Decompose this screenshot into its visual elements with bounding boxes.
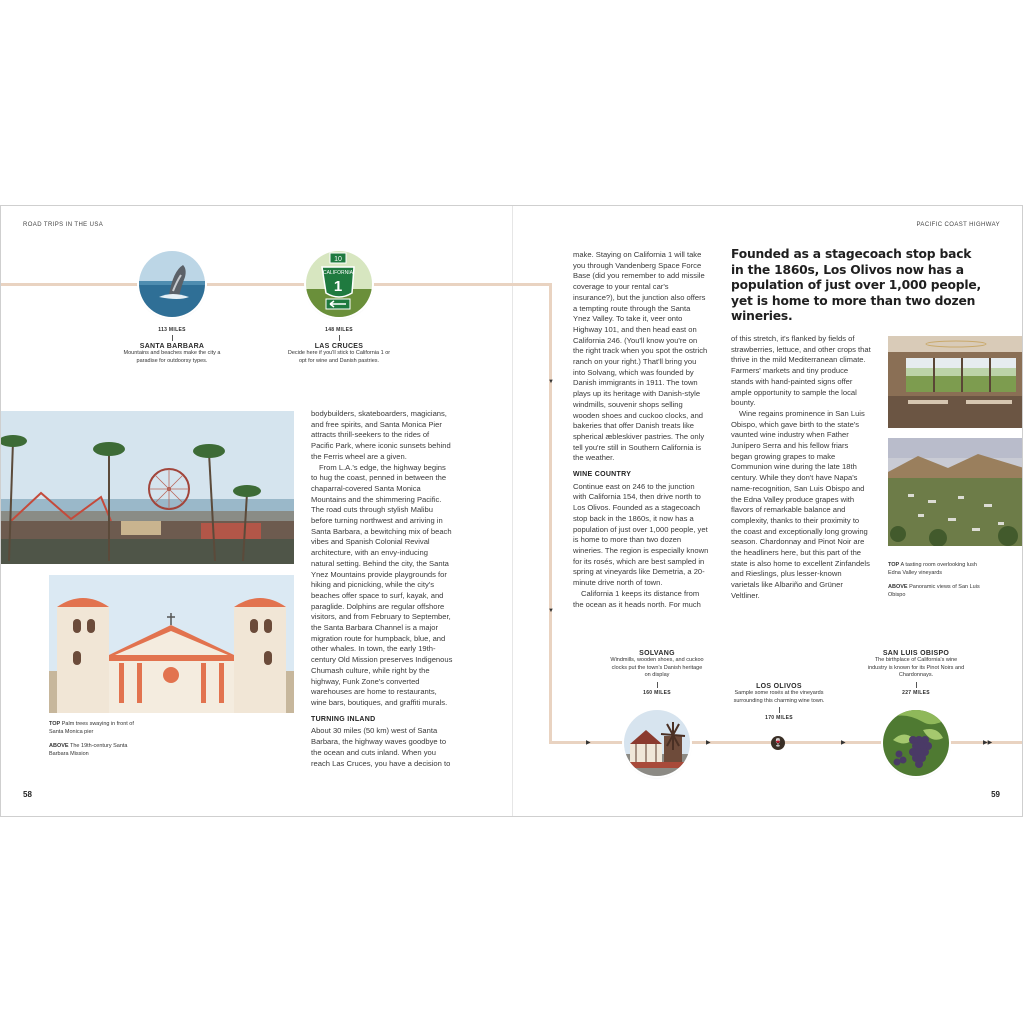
body-column-2 bbox=[573, 250, 709, 610]
paragraph: make. Staying on California 1 will take you through Vandenberg Space Force Base (did you remember to add missile coverage to your rental car's insurance?), but the junction also offers a tempting route through the Santa Ynez Valley. To take it, veer onto Highway 101, and then head east on California 246. (You'll know you're on the right track when you spot the ostrich ranch on your right.) That'll bring you into Solvang, which was founded by Danish immigrants in 1911. The town plays up its heritage with Danish-style windmills, souvenir shops selling wooden shoes and cuckoo clocks, and bakeries that offer Danish treats like spherical æbleskiver pastries. The only tell you're still in Southern California is the weather. bbox=[573, 250, 708, 463]
svg-text:CALIFORNIA: CALIFORNIA bbox=[322, 270, 354, 276]
mission-photo bbox=[49, 575, 294, 713]
caption-label: ABOVE bbox=[888, 584, 908, 590]
tick-mark bbox=[916, 682, 917, 688]
photo-santa-barbara-mission bbox=[49, 575, 294, 713]
subhead-wine-country: WINE COUNTRY bbox=[573, 471, 632, 479]
paragraph: Wine regains prominence in San Luis Obispo, which gave birth to the state's vaunted wine industry when Father Junípero Serra and his fellow friars began growing grapes to make Communion wine during the late 18th century. While they don't have Napa's name-recognition, San Luis Obispo and the Edna Valley produce grapes with flavors of remarkable balance and complexity, thanks to their proximity to the coast and exceptionally long growing season. Chardonnay and Pinot Noir are the headliners here, but this part of the state is also home to excellent Zinfandels and Rieslings, plus lesser-known varietals like Albariño and Grüner Veltliner. bbox=[731, 408, 870, 600]
photo-san-luis-obispo-panorama bbox=[888, 438, 1023, 546]
stop-name: SANTA BARBARA bbox=[139, 343, 205, 350]
running-head-left: ROAD TRIPS IN THE USA bbox=[23, 222, 104, 228]
caption-text: Panoramic views of San Luis Obispo bbox=[888, 584, 980, 598]
tasting-room-photo bbox=[888, 336, 1023, 428]
stop-photo-road-sign bbox=[306, 251, 372, 317]
wine-glass-icon: 🍷 bbox=[771, 736, 785, 750]
stop-description: Mountains and beaches make the city a paradise for outdoorsy types. bbox=[123, 350, 221, 364]
route-arrow-icon: ▶ bbox=[841, 740, 846, 746]
caption-label: TOP bbox=[888, 562, 900, 568]
route-arrow-icon: ▼ bbox=[548, 608, 554, 614]
paragraph: About 30 miles (50 km) west of Santa Barbara, the highway waves goodbye to the ocean and cuts inland. When you reach Las Cruces, you have a decision to bbox=[311, 726, 451, 768]
stop-name: SAN LUIS OBISPO bbox=[882, 650, 950, 657]
caption-right-top bbox=[888, 562, 988, 577]
page-number-left: 58 bbox=[23, 790, 32, 799]
paragraph: From L.A.'s edge, the highway begins to hug the coast, penned in between the chaparral-covered Santa Monica Mountains and the shimmering Pacific. The road cuts through stylish Malibu before turning northwest and arriving in Santa Barbara, a bewitching mix of beach vibes and Spanish Colonial Revival architecture, with an envy-inducing natural setting. Behind the city, the Santa Ynez Mountains provide playgrounds for hiking and picnicking, while the city's beaches offer space to surf, kayak, and paraglide. Dolphins are regular offshore visitors, and from February to September, the Santa Barbara Channel is a major migration route for humpback, blue, and other whales. In town, the early 19th-century Old Mission preserves Indigenous Chumash culture, while right by the highway, Funk Zone's converted warehouses are home to restaurants, wine bars, boutiques, and graffiti murals. bbox=[311, 462, 453, 707]
stop-photo-grapes bbox=[883, 710, 949, 776]
stop-description: Decide here if you'll stick to California 1 or opt for wine and Danish pastries. bbox=[287, 350, 391, 364]
solvang-photo bbox=[624, 710, 690, 776]
stop-miles: 170 MILES bbox=[765, 715, 793, 721]
running-head-right: PACIFIC COAST HIGHWAY bbox=[916, 222, 1000, 228]
photo-tasting-room bbox=[888, 336, 1023, 428]
route-line-bottom bbox=[549, 741, 1023, 744]
caption-left-above bbox=[49, 743, 135, 758]
body-column-1 bbox=[311, 409, 453, 769]
tick-mark bbox=[339, 335, 340, 341]
photo-santa-monica-pier bbox=[1, 411, 294, 564]
stop-miles: 160 MILES bbox=[643, 689, 671, 696]
body-column-3 bbox=[731, 334, 871, 602]
stop-san-luis-obispo bbox=[867, 650, 965, 696]
svg-text:1: 1 bbox=[333, 278, 343, 295]
caption-label: ABOVE bbox=[49, 743, 69, 749]
panorama-photo bbox=[888, 438, 1023, 546]
stop-description: The birthplace of California's wine industry is known for its Pinot Noirs and Chardonnays. bbox=[867, 657, 965, 678]
stop-los-olivos bbox=[731, 683, 827, 721]
top-sign-number: 10 bbox=[334, 256, 342, 263]
tick-mark bbox=[779, 707, 780, 713]
caption-text: The 19th-century Santa Barbara Mission bbox=[49, 743, 128, 757]
highway-sign-photo bbox=[306, 251, 372, 317]
stop-name: SOLVANG bbox=[639, 650, 675, 657]
caption-left-top bbox=[49, 721, 135, 736]
paragraph: California 1 keeps its distance from the ocean as it heads north. For much bbox=[573, 588, 701, 609]
tick-mark bbox=[172, 335, 173, 341]
caption-right-above bbox=[888, 584, 988, 599]
caption-label: TOP bbox=[49, 721, 61, 727]
stop-description: Windmills, wooden shoes, and cuckoo clocks put the town's Danish heritage on display bbox=[610, 657, 704, 678]
pier-photo bbox=[1, 411, 294, 564]
grapes-photo bbox=[883, 710, 949, 776]
caption-text: Palm trees swaying in front of Santa Monica pier bbox=[49, 721, 134, 735]
route-line-top bbox=[1, 283, 550, 286]
page-number-right: 59 bbox=[991, 790, 1000, 799]
stop-name: LOS OLIVOS bbox=[756, 683, 802, 690]
gutter-fold bbox=[512, 206, 513, 816]
paragraph: of this stretch, it's flanked by fields of strawberries, lettuce, and other crops that thrive in the mild Mediterranean climate. Farmers' markets and tiny produce stands with hand-painted signs offer ample opportunity to sample the local bounty. bbox=[731, 334, 871, 408]
route-arrow-icon: ▶ bbox=[706, 740, 711, 746]
stop-las-cruces bbox=[285, 327, 393, 365]
stop-description: Sample some rosés at the vineyards surrounding this charming wine town. bbox=[733, 690, 825, 704]
stop-miles: 227 MILES bbox=[902, 689, 930, 696]
stop-solvang bbox=[609, 650, 705, 696]
stop-miles: 148 MILES bbox=[325, 327, 353, 333]
paragraph: Continue east on 246 to the junction with California 154, then drive north to Los Olivos. Founded as a stagecoach stop back in the 1860s, it now has a population of just over 1,000 people, yet is home to more than two dozen wineries. The region is especially known for its rosés, which are best sampled in spring at vineyards like Demetria, a 20-minute drive north of town. bbox=[573, 481, 709, 588]
paragraph: bodybuilders, skateboarders, magicians, and free spirits, and Santa Monica Pier attracts thrill-seekers to the rides of Pacific Park, where iconic sunsets behind the Ferris wheel are a given. bbox=[311, 409, 451, 461]
pull-quote: Founded as a stagecoach stop back in the 1860s, Los Olivos now has a population of just over 1,000 people, yet is home to more than two dozen wineries. bbox=[731, 247, 981, 323]
caption-text: A tasting room overlooking lush Edna Valley vineyards bbox=[888, 562, 977, 576]
route-line-vertical bbox=[549, 283, 552, 743]
stop-santa-barbara bbox=[116, 327, 228, 365]
route-arrow-icon: ▶ bbox=[586, 740, 591, 746]
whale-photo bbox=[139, 251, 205, 317]
stop-photo-solvang bbox=[624, 710, 690, 776]
tick-mark bbox=[657, 682, 658, 688]
stop-name: LAS CRUCES bbox=[314, 343, 364, 350]
stop-photo-whale bbox=[139, 251, 205, 317]
route-arrow-icon: ▶▶ bbox=[983, 740, 993, 746]
book-spread bbox=[0, 205, 1023, 817]
route-arrow-icon: ▼ bbox=[548, 379, 554, 385]
stop-miles: 113 MILES bbox=[158, 327, 186, 333]
subhead-turning-inland: TURNING INLAND bbox=[311, 715, 376, 723]
